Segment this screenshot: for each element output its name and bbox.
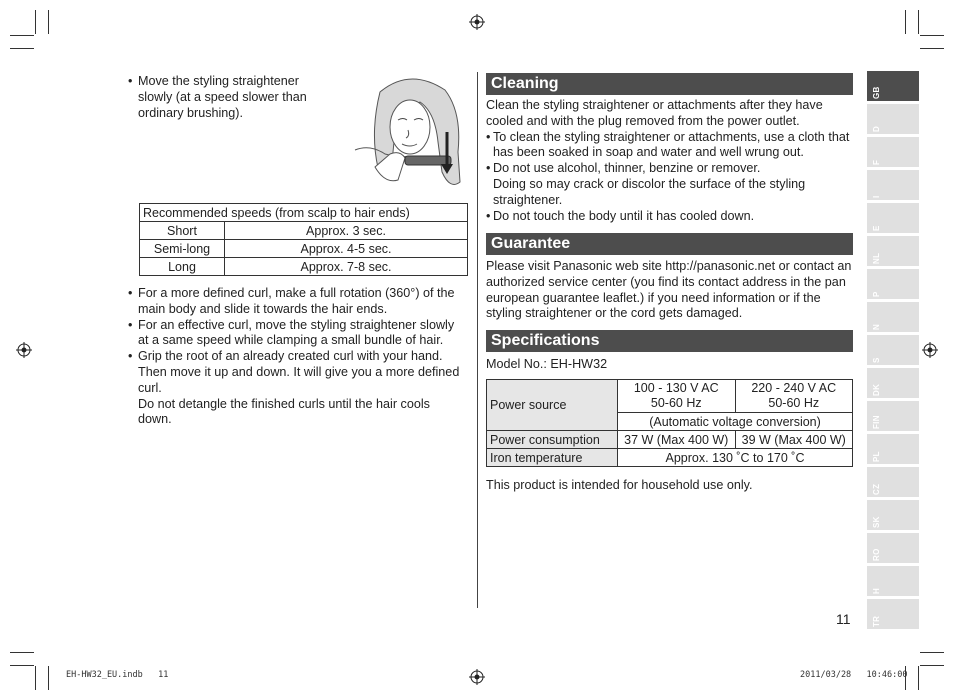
crop-mark — [10, 48, 34, 49]
cleaning-list — [486, 130, 856, 225]
registration-mark-icon — [469, 14, 485, 30]
list-item: • For an effective curl, move the styling straightener slowly at a same speed while clamping a small bundle of hair. — [128, 318, 463, 350]
tab-label: I — [872, 195, 881, 198]
power-source-option-a — [618, 380, 736, 413]
tab-label: PL — [872, 451, 881, 462]
table-row — [140, 222, 468, 240]
tab-ro[interactable] — [867, 533, 919, 563]
registration-mark-icon — [922, 342, 938, 358]
hair-length-cell: Short — [140, 222, 225, 240]
crop-mark — [905, 10, 906, 34]
table-row — [487, 380, 853, 413]
curl-tips-list — [128, 286, 463, 428]
tab-sk[interactable] — [867, 500, 919, 530]
crop-mark — [918, 10, 919, 34]
model-number: Model No.: EH-HW32 — [486, 357, 608, 371]
list-item: • To clean the styling straightener or attachments, use a cloth that has been soaked in soap and water and well wrung out. — [486, 130, 856, 162]
tab-label: GB — [872, 86, 881, 99]
tab-label: NL — [872, 252, 881, 264]
crop-mark — [10, 652, 34, 653]
tab-tr[interactable] — [867, 599, 919, 629]
list-item: • For a more defined curl, make a full rotation (360°) of the main body and slide it towards the hair ends. — [128, 286, 463, 318]
tab-n[interactable] — [867, 302, 919, 332]
tab-label: FIN — [872, 415, 881, 429]
tab-label: SK — [872, 516, 881, 528]
tab-label: H — [872, 587, 881, 594]
tab-h[interactable] — [867, 566, 919, 596]
page-number: 11 — [836, 611, 851, 627]
list-item — [486, 161, 856, 208]
registration-mark-icon — [469, 669, 485, 685]
list-item-text: Do not use alcohol, thinner, benzine or remover. — [493, 161, 761, 176]
tab-gb[interactable] — [867, 71, 919, 101]
specifications-table — [486, 379, 853, 467]
hair-length-cell: Semi-long — [140, 240, 225, 258]
power-source-option-b — [735, 380, 853, 413]
intro-bullet: • Move the styling straightener slowly (at a speed slower than ordinary brushing). — [128, 74, 323, 121]
tab-dk[interactable] — [867, 368, 919, 398]
voltage-value: 100 - 130 V AC — [633, 381, 719, 395]
tab-label: D — [872, 125, 881, 132]
tab-label: E — [872, 225, 881, 231]
tab-pl[interactable] — [867, 434, 919, 464]
hair-styling-illustration — [350, 72, 470, 194]
guarantee-heading: Guarantee — [486, 233, 853, 255]
tab-p[interactable] — [867, 269, 919, 299]
list-item-text: Grip the root of an already created curl with your hand. Then move it up and down. It will give you a more defined curl. — [138, 349, 460, 395]
speed-cell: Approx. 4-5 sec. — [225, 240, 468, 258]
crop-mark — [920, 48, 944, 49]
list-item-note: Do not detangle the finished curls until the hair cools down. — [138, 396, 430, 427]
crop-mark — [10, 35, 34, 36]
column-divider — [477, 72, 478, 608]
crop-mark — [35, 10, 36, 34]
power-consumption-label: Power consumption — [487, 431, 618, 449]
tab-s[interactable] — [867, 335, 919, 365]
crop-mark — [920, 665, 944, 666]
frequency-value: 50-60 Hz — [768, 396, 820, 410]
intro-bullet-list — [128, 74, 323, 121]
list-item-note: Doing so may crack or discolor the surface of the styling straightener. — [493, 176, 806, 207]
tab-fin[interactable] — [867, 401, 919, 431]
tab-label: N — [872, 323, 881, 330]
crop-mark — [48, 10, 49, 34]
tab-label: DK — [872, 383, 881, 396]
registration-mark-icon — [16, 342, 32, 358]
crop-mark — [10, 665, 34, 666]
tab-label: RO — [872, 548, 881, 561]
crop-mark — [35, 666, 36, 690]
cleaning-heading: Cleaning — [486, 73, 853, 95]
power-consumption-a: 37 W (Max 400 W) — [618, 431, 736, 449]
list-item — [128, 349, 463, 428]
tab-cz[interactable] — [867, 467, 919, 497]
table-row — [487, 449, 853, 467]
crop-mark — [920, 35, 944, 36]
footer-file: EH-HW32_EU.indb 11 — [66, 670, 169, 680]
cleaning-intro: Clean the styling straightener or attachments after they have cooled and with the plug removed from the power outlet. — [486, 98, 823, 128]
guarantee-text: Please visit Panasonic web site http://panasonic.net or contact an authorized service center (you find its contact address in the pan european guarantee leaflet.) if you need information or if the styling straightener or the cord gets damaged. — [486, 259, 852, 321]
tab-e[interactable] — [867, 203, 919, 233]
table-row — [487, 431, 853, 449]
tab-nl[interactable] — [867, 236, 919, 266]
frequency-value: 50-60 Hz — [650, 396, 702, 410]
specifications-heading: Specifications — [486, 330, 853, 352]
speed-table-header: Recommended speeds (from scalp to hair ends) — [140, 204, 468, 222]
tab-label: TR — [872, 615, 881, 627]
voltage-conversion-note: (Automatic voltage conversion) — [618, 413, 853, 431]
crop-mark — [918, 666, 919, 690]
tab-f[interactable] — [867, 137, 919, 167]
tab-d[interactable] — [867, 104, 919, 134]
cleaning-section — [486, 98, 856, 224]
crop-mark — [48, 666, 49, 690]
speed-table — [139, 203, 468, 276]
hair-length-cell: Long — [140, 258, 225, 276]
tab-i[interactable] — [867, 170, 919, 200]
table-row — [140, 240, 468, 258]
power-source-label: Power source — [487, 380, 618, 431]
iron-temperature-label: Iron temperature — [487, 449, 618, 467]
household-note: This product is intended for household use only. — [486, 478, 753, 492]
tab-label: P — [872, 291, 881, 297]
iron-temperature-value: Approx. 130 ˚C to 170 ˚C — [618, 449, 853, 467]
speed-cell: Approx. 3 sec. — [225, 222, 468, 240]
tab-label: S — [872, 357, 881, 363]
tab-label: F — [872, 159, 881, 165]
power-consumption-b: 39 W (Max 400 W) — [735, 431, 853, 449]
table-row — [140, 258, 468, 276]
crop-mark — [920, 652, 944, 653]
speed-cell: Approx. 7-8 sec. — [225, 258, 468, 276]
footer-date: 2011/03/28 10:46:00 — [800, 670, 908, 680]
list-item: • Do not touch the body until it has cooled down. — [486, 209, 856, 225]
voltage-value: 220 - 240 V AC — [751, 381, 837, 395]
tab-label: CZ — [872, 483, 881, 495]
